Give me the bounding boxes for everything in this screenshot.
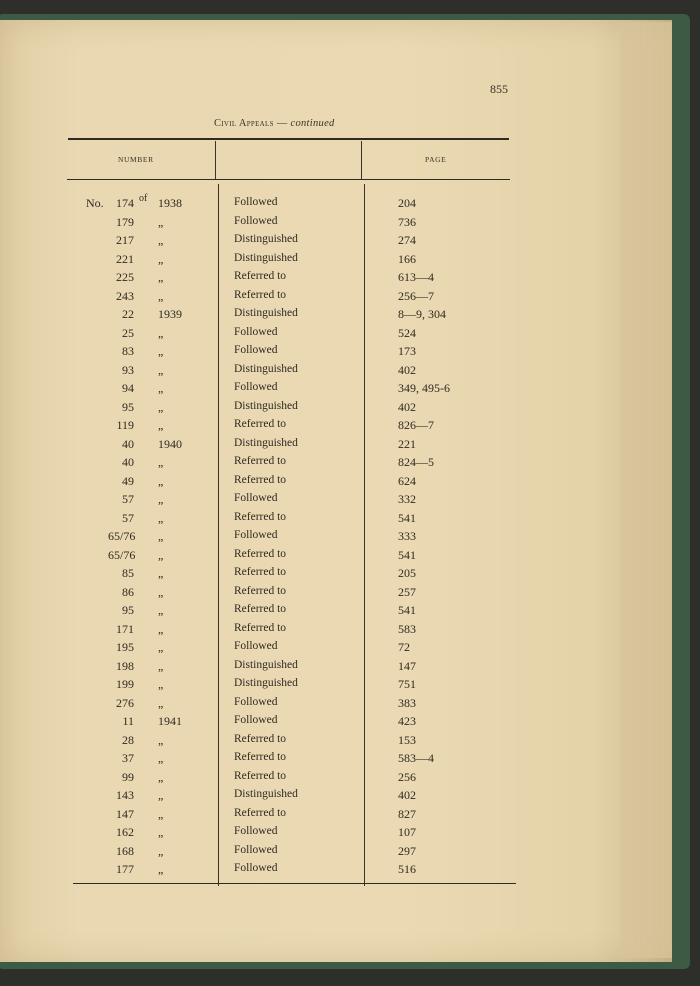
- appeal-year: „: [158, 529, 164, 543]
- treatment: Followed: [234, 196, 278, 208]
- page-reference: 349, 495-6: [398, 381, 450, 395]
- page-reference: 541: [398, 547, 416, 562]
- appeal-year: „: [158, 788, 164, 802]
- treatment: Distinguished: [234, 677, 298, 689]
- page-reference: 107: [398, 825, 416, 839]
- page-reference: 333: [398, 529, 416, 543]
- appeal-number: 143: [116, 788, 134, 802]
- appeal-year: „: [158, 566, 164, 580]
- appeal-year: „: [158, 843, 164, 858]
- appeal-year: „: [158, 695, 164, 710]
- page-reference: 402: [398, 362, 416, 377]
- appeal-number: 28: [122, 732, 134, 747]
- treatment: Referred to: [234, 418, 287, 430]
- appeal-number: 11: [122, 714, 134, 728]
- page-reference: 751: [398, 677, 416, 691]
- treatment: Referred to: [234, 288, 287, 301]
- treatment: Referred to: [234, 455, 287, 467]
- treatment: Followed: [234, 529, 278, 541]
- running-head-subtitle: continued: [290, 118, 335, 129]
- treatment: Followed: [234, 862, 278, 874]
- appeal-year: „: [158, 751, 164, 765]
- appeal-year: „: [158, 399, 164, 414]
- table-row: [0, 640, 560, 659]
- table-row: [0, 862, 560, 881]
- treatment: Followed: [234, 843, 278, 856]
- appeal-year: „: [158, 233, 164, 247]
- appeal-number: 85: [122, 566, 134, 580]
- treatment: Distinguished: [234, 251, 298, 264]
- appeal-number: 95: [122, 399, 134, 414]
- treatment: Referred to: [234, 547, 287, 560]
- page-reference: 541: [398, 510, 416, 525]
- table-row: [0, 474, 560, 493]
- appeal-number: 25: [122, 325, 134, 340]
- appeal-year: 1940: [158, 436, 182, 451]
- appeal-year: „: [158, 288, 164, 303]
- treatment: Distinguished: [234, 436, 298, 449]
- appeal-year: 1938: [158, 196, 182, 210]
- appeal-number: 221: [116, 251, 134, 266]
- table-row: [0, 825, 560, 844]
- appeal-year: „: [158, 492, 164, 506]
- treatment: Distinguished: [234, 307, 298, 319]
- page-reference: 147: [398, 658, 416, 673]
- appeal-number: 86: [122, 584, 134, 599]
- table-row: [0, 659, 560, 678]
- appeal-number: 37: [122, 751, 134, 765]
- appeal-year: „: [158, 825, 164, 839]
- table-row: [0, 696, 560, 715]
- appeal-year: „: [158, 214, 164, 229]
- page-reference: 824—5: [398, 455, 434, 469]
- appeal-number: 174: [116, 196, 134, 210]
- appeal-number: 94: [122, 381, 134, 395]
- page-reference: 257: [398, 584, 416, 599]
- page-reference: 383: [398, 695, 416, 710]
- appeal-number: 177: [116, 862, 134, 876]
- running-head: [214, 118, 335, 129]
- treatment: Referred to: [234, 510, 287, 523]
- appeal-number: 162: [116, 825, 134, 839]
- page-reference: 583: [398, 621, 416, 636]
- table-row: [0, 193, 560, 215]
- appeal-number: 276: [116, 695, 134, 710]
- table-row: [0, 437, 560, 456]
- appeal-year: „: [158, 344, 164, 358]
- appeal-year: „: [158, 603, 164, 617]
- table-top-rule: [68, 138, 509, 140]
- treatment: Distinguished: [234, 788, 298, 800]
- page-reference: 173: [398, 344, 416, 358]
- appeal-number: 195: [116, 640, 134, 654]
- page-reference: 153: [398, 732, 416, 747]
- appeal-number: 95: [122, 603, 134, 617]
- page-reference: 221: [398, 436, 416, 451]
- treatment: Referred to: [234, 769, 287, 782]
- treatment: Followed: [234, 640, 278, 652]
- table-bottom-rule: [73, 883, 516, 884]
- treatment: Referred to: [234, 473, 287, 486]
- treatment: Distinguished: [234, 399, 298, 412]
- appeal-year: „: [158, 547, 164, 562]
- table-row: [0, 844, 560, 863]
- appeal-number: 65/76: [108, 529, 136, 543]
- appeal-year: „: [158, 806, 164, 821]
- appeal-year: „: [158, 584, 164, 599]
- table-row: [0, 548, 560, 567]
- page-reference: 583—4: [398, 751, 434, 765]
- table-row: [0, 714, 560, 733]
- table-row: [0, 751, 560, 770]
- treatment: Referred to: [234, 603, 287, 615]
- column-header-number: NUMBER: [118, 155, 154, 164]
- appeal-year: „: [158, 455, 164, 469]
- treatment: Distinguished: [234, 362, 298, 375]
- treatment: Distinguished: [234, 233, 298, 245]
- column-header-page: PAGE: [425, 155, 447, 164]
- treatment: Referred to: [234, 806, 287, 819]
- page-reference: 402: [398, 399, 416, 414]
- appeal-number: 93: [122, 362, 134, 377]
- page-reference: 204: [398, 196, 416, 210]
- table-row: [0, 289, 560, 308]
- table-row: [0, 733, 560, 752]
- table-row: [0, 603, 560, 622]
- treatment: Followed: [234, 381, 278, 393]
- appeal-year: „: [158, 251, 164, 266]
- appeal-number: 40: [122, 436, 134, 451]
- table-row: [0, 233, 560, 252]
- appeal-year: „: [158, 658, 164, 673]
- appeal-year: „: [158, 732, 164, 747]
- treatment: Followed: [234, 695, 278, 708]
- appeal-number: 217: [116, 233, 134, 247]
- table-row: [0, 622, 560, 641]
- table-row: [0, 529, 560, 548]
- table-row: [0, 344, 560, 363]
- page-reference: 297: [398, 843, 416, 858]
- table-row: [0, 215, 560, 234]
- appeal-number: 225: [116, 270, 134, 284]
- table-row: [0, 418, 560, 437]
- table-row: [0, 400, 560, 419]
- treatment: Followed: [234, 214, 278, 227]
- treatment: Followed: [234, 492, 278, 504]
- appeal-year: „: [158, 621, 164, 636]
- treatment: Referred to: [234, 566, 287, 578]
- page-reference: 524: [398, 325, 416, 340]
- appeal-number: 198: [116, 658, 134, 673]
- page-reference: 423: [398, 714, 416, 728]
- page-reference: 205: [398, 566, 416, 580]
- page-reference: 624: [398, 473, 416, 488]
- page-reference: 256: [398, 769, 416, 784]
- table-header-rule: [67, 179, 510, 180]
- appeal-year: „: [158, 270, 164, 284]
- header-divider-2: [361, 141, 362, 179]
- page-reference: 166: [398, 251, 416, 266]
- treatment: Referred to: [234, 621, 287, 634]
- page-reference: 826—7: [398, 418, 434, 432]
- page-reference: 274: [398, 233, 416, 247]
- running-head-title: Civil Appeals: [214, 118, 274, 129]
- page-reference: 827: [398, 806, 416, 821]
- appeal-number: 83: [122, 344, 134, 358]
- citation-table: [0, 193, 560, 881]
- treatment: Referred to: [234, 270, 287, 282]
- page-reference: 256—7: [398, 288, 434, 303]
- treatment: Followed: [234, 325, 278, 338]
- appeal-number: 119: [116, 418, 134, 432]
- table-row: [0, 566, 560, 585]
- treatment: Referred to: [234, 751, 287, 763]
- table-row: [0, 252, 560, 271]
- appeal-number: 40: [122, 455, 134, 469]
- treatment: Followed: [234, 344, 278, 356]
- appeal-number: 22: [122, 307, 134, 321]
- treatment: Referred to: [234, 584, 287, 597]
- header-divider-1: [215, 141, 216, 179]
- treatment: Referred to: [234, 732, 287, 745]
- appeal-number: 171: [116, 621, 134, 636]
- appeal-number: 65/76: [108, 547, 136, 562]
- page-edges: [620, 22, 672, 958]
- table-row: [0, 770, 560, 789]
- appeal-number: 179: [116, 214, 134, 229]
- appeal-number: 57: [122, 492, 134, 506]
- table-row: [0, 326, 560, 345]
- appeal-number: 57: [122, 510, 134, 525]
- treatment: Distinguished: [234, 658, 298, 671]
- page-reference: 516: [398, 862, 416, 876]
- page-reference: 8—9, 304: [398, 307, 446, 321]
- page-reference: 332: [398, 492, 416, 506]
- appeal-year: „: [158, 418, 164, 432]
- row-of: of: [139, 193, 148, 204]
- appeal-number: 243: [116, 288, 134, 303]
- appeal-year: „: [158, 362, 164, 377]
- table-row: [0, 455, 560, 474]
- table-row: [0, 807, 560, 826]
- appeal-number: 168: [116, 843, 134, 858]
- appeal-number: 199: [116, 677, 134, 691]
- page-number: 855: [490, 82, 508, 96]
- treatment: Followed: [234, 825, 278, 837]
- page-reference: 541: [398, 603, 416, 617]
- appeal-number: 99: [122, 769, 134, 784]
- table-row: [0, 492, 560, 511]
- running-head-separator: —: [276, 118, 288, 129]
- appeal-year: „: [158, 473, 164, 488]
- table-row: [0, 677, 560, 696]
- treatment: Followed: [234, 714, 278, 726]
- table-row: [0, 307, 560, 326]
- appeal-year: „: [158, 325, 164, 340]
- table-row: [0, 585, 560, 604]
- table-row: [0, 511, 560, 530]
- appeal-year: 1941: [158, 714, 182, 728]
- appeal-year: „: [158, 381, 164, 395]
- appeal-year: „: [158, 510, 164, 525]
- appeal-year: „: [158, 640, 164, 654]
- appeal-number: 49: [122, 473, 134, 488]
- table-row: [0, 270, 560, 289]
- appeal-year: „: [158, 862, 164, 876]
- table-row: [0, 363, 560, 382]
- row-prefix: No.: [86, 196, 104, 210]
- page-reference: 72: [398, 640, 410, 654]
- table-row: [0, 788, 560, 807]
- appeal-year: „: [158, 677, 164, 691]
- page-reference: 613—4: [398, 270, 434, 284]
- appeal-year: „: [158, 769, 164, 784]
- appeal-year: 1939: [158, 307, 182, 321]
- page-reference: 736: [398, 214, 416, 229]
- table-row: [0, 381, 560, 400]
- page-reference: 402: [398, 788, 416, 802]
- appeal-number: 147: [116, 806, 134, 821]
